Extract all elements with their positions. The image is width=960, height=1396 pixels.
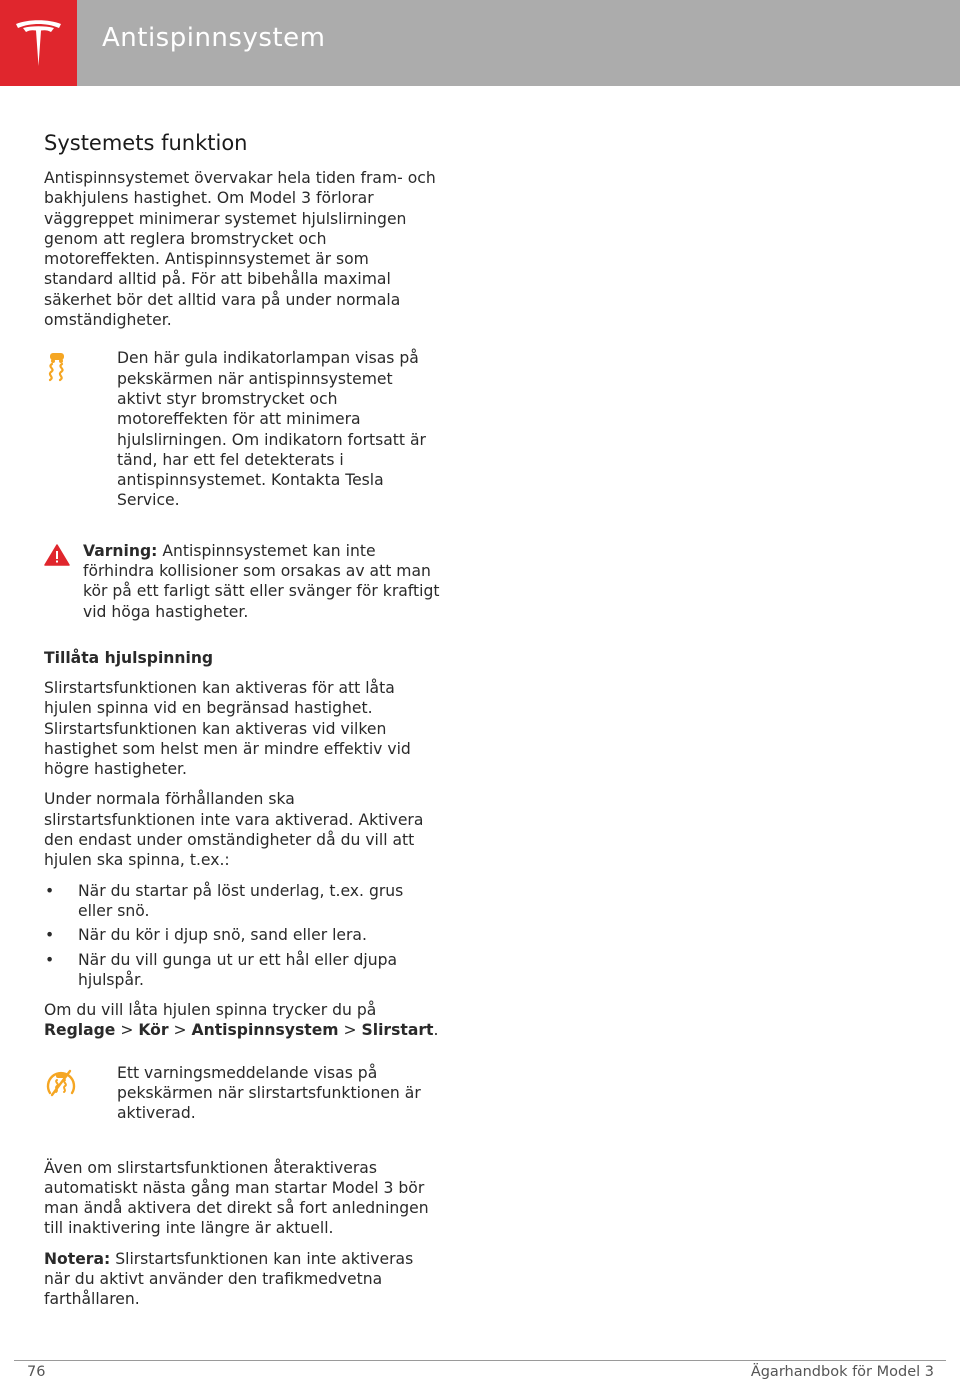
warning-triangle-icon [44, 541, 83, 571]
path-end: . [433, 1021, 439, 1040]
brand-logo-box [0, 0, 77, 86]
slipstart-note-text: Ett varningsmeddelande visas på pekskärmen när slirstartsfunktionen är aktiverad. [117, 1063, 421, 1123]
slipstart-paragraph-1: Slirstartsfunktionen kan aktiveras för att låta hjulen spinna vid en begränsad hastighet. Slirstartsfunktionen kan aktiveras vid vilken hastighet som helst men är mindre effektiv vid högre hastigheter. [44, 678, 411, 779]
traction-control-off-icon [44, 1063, 117, 1104]
warning-label: Varning: [83, 541, 158, 560]
path-separator: > [168, 1021, 192, 1040]
usage-bullet-list [44, 881, 440, 990]
indicator-note [44, 348, 440, 510]
note-label: Notera: [44, 1249, 111, 1268]
note-paragraph [44, 1249, 440, 1310]
intro-paragraph: Antispinnsystemet övervakar hela tiden fram- och bakhjulens hastighet. Om Model 3 förlorar väggreppet minimerar systemet hjulslirningen genom att reglera bromstrycket och motoreffekten. Antispinnsystemet är som standard alltid på. För att bibehålla maximal säkerhet bör det alltid vara på under normala omständigheter. [44, 169, 436, 330]
list-item: • När du startar på löst underlag, t.ex. grus eller snö. [44, 881, 440, 922]
page-header [0, 0, 960, 86]
section-heading: Systemets funktion [44, 131, 248, 155]
path-intro: Om du vill låta hjulen spinna trycker du på [44, 1001, 377, 1020]
list-item: • När du vill gunga ut ur ett hål eller djupa hjulspår. [44, 950, 440, 991]
slipstart-paragraph-2: Under normala förhållanden ska slirstartsfunktionen inte vara aktiverad. Aktivera den endast under omständigheter då du vill att hjulen ska spinna, t.ex.: [44, 790, 424, 870]
path-step-slip-start: Slirstart [361, 1021, 434, 1040]
traction-control-indicator-icon [44, 348, 117, 387]
manual-title: Ägarhandbok för Model 3 [750, 1364, 934, 1380]
note-body: Slirstartsfunktionen kan inte aktiveras när du aktivt använder den trafikmedvetna farthållaren. [44, 1249, 414, 1309]
path-step-traction-control: Antispinnsystem [191, 1021, 339, 1040]
path-separator: > [338, 1021, 362, 1040]
reactivation-paragraph: Även om slirstartsfunktionen återaktiveras automatiskt nästa gång man startar Model 3 bör man ändå aktivera det direkt så fort anledningen till inaktivering inte längre är aktuell. [44, 1158, 429, 1238]
menu-path-instruction [44, 1000, 440, 1041]
slipstart-note [44, 1063, 440, 1124]
path-step-driving: Kör [138, 1021, 169, 1040]
tesla-logo-icon [14, 18, 63, 68]
list-item: • När du kör i djup snö, sand eller lera. [44, 925, 440, 945]
main-content [44, 128, 440, 1320]
page-number: 76 [27, 1364, 46, 1380]
subsection-heading: Tillåta hjulspinning [44, 648, 214, 667]
footer-divider [14, 1360, 946, 1361]
page-title: Antispinnsystem [102, 23, 326, 53]
warning-body: Antispinnsystemet kan inte förhindra kollisioner som orsakas av att man kör på ett farligt sätt eller svänger för kraftigt vid höga hastigheter. [83, 541, 440, 621]
warning-text [83, 541, 440, 622]
indicator-note-text: Den här gula indikatorlampan visas på pekskärmen när antispinnsystemet aktivt styr bromstrycket och motoreffekten för att minimera hjulslirningen. Om indikatorn fortsatt är tänd, har ett fel detekterats i antispinnsystemet. Kontakta Tesla Service. [117, 349, 426, 510]
path-step-controls: Reglage [44, 1021, 116, 1040]
warning-block [44, 541, 440, 622]
path-separator: > [115, 1021, 139, 1040]
